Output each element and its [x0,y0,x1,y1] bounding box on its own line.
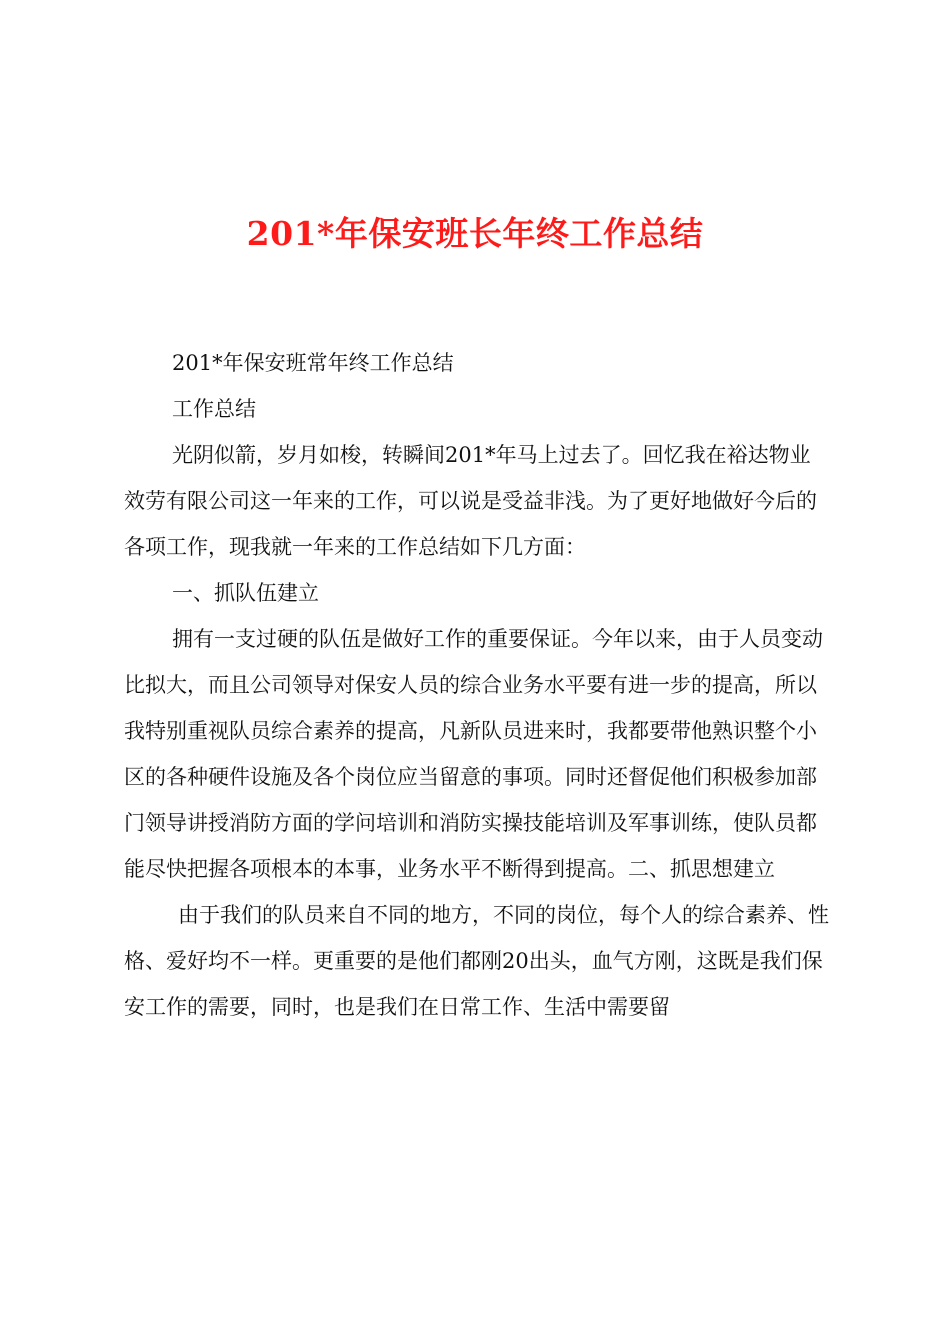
paragraph-ideology: 由于我们的队员来自不同的地方，不同的岗位，每个人的综合素养、性格、爱好均不一样。更重要的是他们都刚20出头，血气方刚，这既是我们保安工作的需要，同时，也是我们在日常工作、生活中需要留 [124,903,829,1019]
document-title: 201*年保安班长年终工作总结 [246,214,704,253]
paragraph-heading-summary: 工作总结 [172,397,256,421]
section-heading-team-building: 一、抓队伍建立 [172,581,319,605]
paragraph-intro: 光阴似箭，岁月如梭，转瞬间201*年马上过去了。回忆我在裕达物业效劳有限公司这一年来的工作，可以说是受益非浅。为了更好地做好今后的各项工作，现我就一年来的工作总结如下几方面： [124,443,817,559]
document-body [124,340,830,1030]
paragraph-team-building: 拥有一支过硬的队伍是做好工作的重要保证。今年以来，由于人员变动比拟大，而且公司领导对保安人员的综合业务水平要有进一步的提高，所以我特别重视队员综合素养的提高，凡新队员进来时，我都要带他熟识整个小区的各种硬件设施及各个岗位应当留意的事项。同时还督促他们积极参加部门领导讲授消防方面的学问培训和消防实操技能培训及军事训练，使队员都能尽快把握各项根本的本事，业务水平不断得到提高。二、抓思想建立 [124,627,823,881]
paragraph-subtitle: 201*年保安班常年终工作总结 [172,351,454,375]
